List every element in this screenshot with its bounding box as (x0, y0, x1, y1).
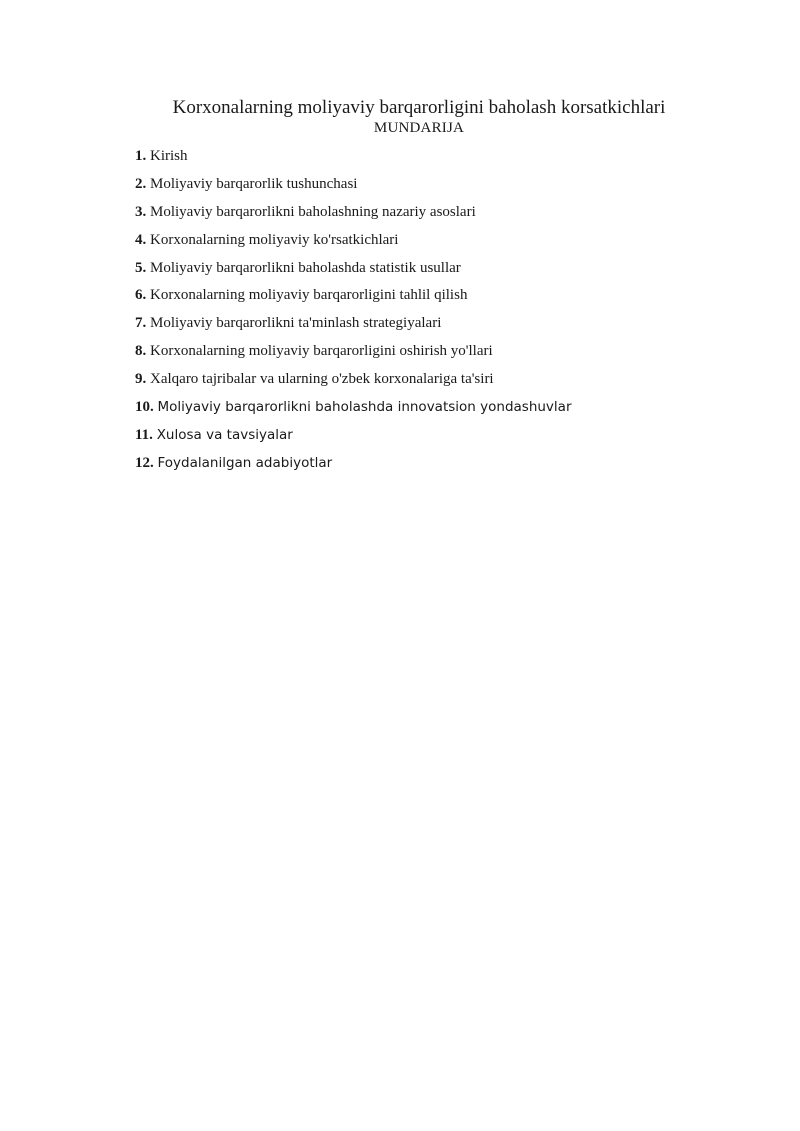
toc-item-number: 3. (135, 203, 147, 220)
toc-item (135, 425, 572, 453)
toc-item-number: 5. (135, 259, 147, 276)
toc-item-text: Moliyaviy barqarorlikni baholashda innovatsion yondashuvlar (157, 399, 572, 416)
table-of-contents (135, 146, 572, 481)
toc-item-text: Foydalanilgan adabiyotlar (157, 454, 333, 471)
toc-item (135, 285, 572, 313)
toc-item-text: Moliyaviy barqarorlikni baholashda statistik usullar (150, 259, 461, 276)
toc-item (135, 230, 572, 258)
toc-item (135, 258, 572, 286)
toc-item-number: 9. (135, 371, 147, 388)
toc-item (135, 202, 572, 230)
toc-item-number: 12. (135, 454, 154, 471)
toc-item-text: Moliyaviy barqarorlikni baholashning nazariy asoslari (150, 203, 476, 220)
toc-item (135, 174, 572, 202)
toc-item-number: 10. (135, 399, 154, 416)
toc-item (135, 453, 572, 481)
toc-item-text: Korxonalarning moliyaviy barqarorligini oshirish yo'llari (150, 343, 493, 360)
toc-item-number: 11. (135, 426, 153, 443)
toc-item-number: 8. (135, 343, 147, 360)
toc-item-text: Korxonalarning moliyaviy barqarorligini tahlil qilish (150, 287, 468, 304)
toc-item (135, 313, 572, 341)
toc-item-text: Moliyaviy barqarorlikni ta'minlash strategiyalari (150, 315, 442, 332)
document-title: Korxonalarning moliyaviy barqarorligini baholash korsatkichlari (172, 97, 666, 118)
toc-item-number: 7. (135, 315, 147, 332)
toc-item (135, 146, 572, 174)
toc-item-number: 4. (135, 231, 147, 248)
toc-item-text: Moliyaviy barqarorlik tushunchasi (150, 175, 358, 192)
toc-item-text: Kirish (150, 148, 188, 164)
toc-item-number: 2. (135, 175, 147, 192)
toc-item-text: Korxonalarning moliyaviy ko'rsatkichlari (150, 231, 399, 248)
toc-item (135, 369, 572, 397)
toc-item-number: 6. (135, 287, 147, 304)
toc-heading: MUNDARIJA (373, 120, 465, 136)
toc-item-number: 1. (135, 148, 147, 164)
toc-item (135, 341, 572, 369)
toc-item-text: Xulosa va tavsiyalar (156, 426, 293, 443)
toc-item (135, 397, 572, 425)
toc-item-text: Xalqaro tajribalar va ularning o'zbek korxonalariga ta'siri (150, 371, 494, 388)
